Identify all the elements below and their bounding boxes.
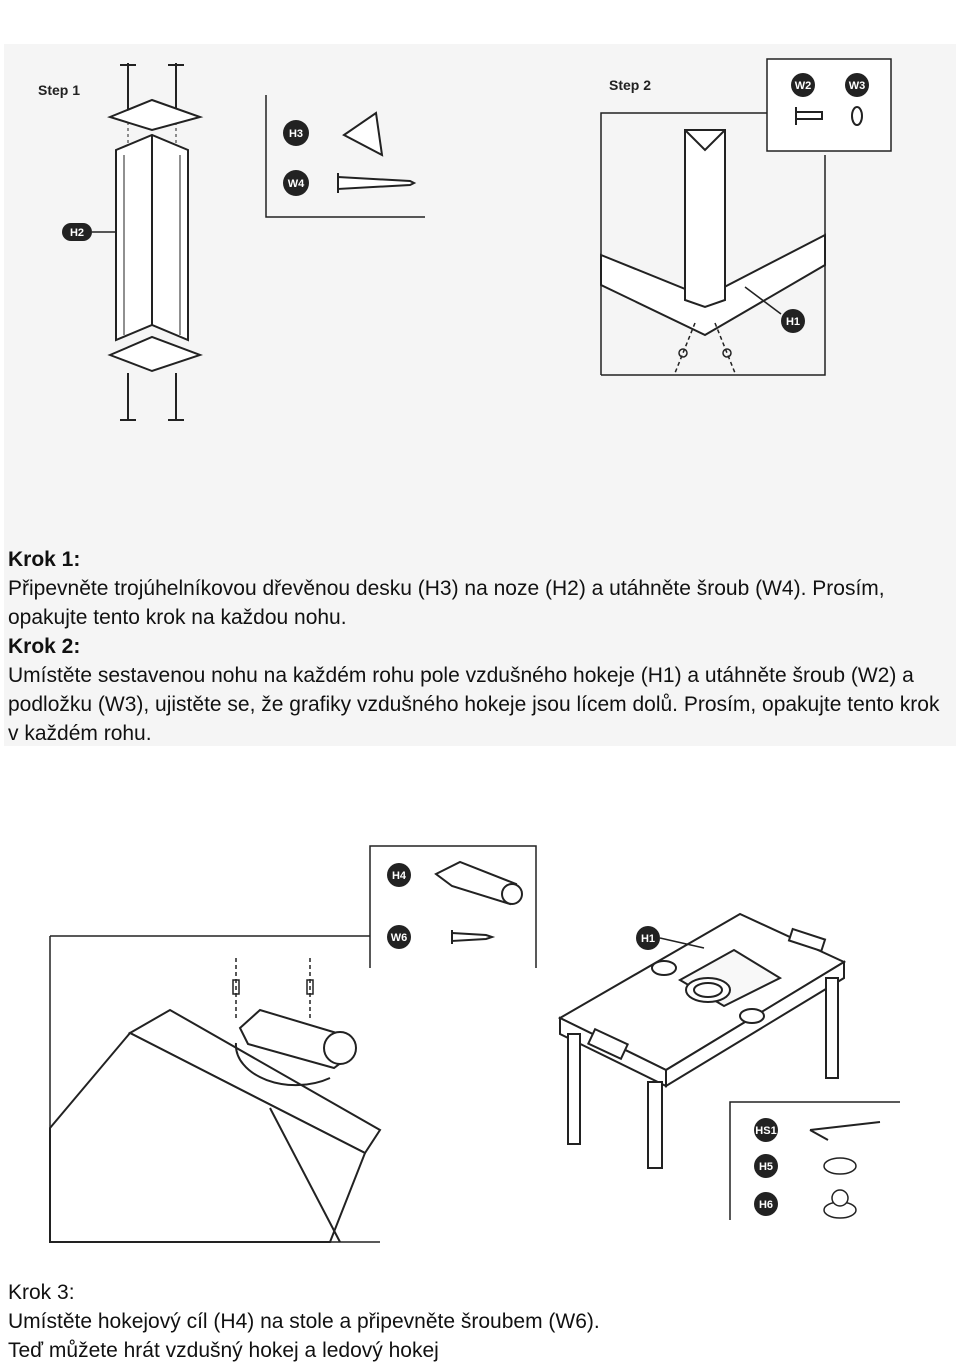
bracket-icon	[344, 113, 382, 155]
step3-table-badge	[636, 926, 704, 950]
svg-text:W4: W4	[287, 178, 305, 190]
step1-bottom-bracket	[110, 337, 200, 371]
step3-legend	[370, 846, 536, 968]
step1-leg-badge	[62, 223, 116, 241]
step3-diagram	[40, 838, 920, 1258]
svg-text:H6: H6	[758, 1199, 774, 1211]
svg-text:HS1: HS1	[755, 1125, 777, 1137]
svg-text:H2: H2	[69, 227, 85, 239]
svg-text:W2: W2	[794, 80, 812, 92]
svg-text:H4: H4	[391, 870, 407, 882]
step2-legend	[767, 59, 891, 151]
svg-text:H1: H1	[785, 316, 801, 328]
screw-icon	[338, 173, 414, 193]
svg-text:H1: H1	[640, 933, 656, 945]
svg-text:H5: H5	[758, 1161, 774, 1173]
step2-diagram	[595, 55, 905, 385]
step1-title: Step 1	[38, 82, 81, 98]
step1-text: Připevněte trojúhelníkovou dřevěnou desku (H3) na noze (H2) a utáhněte šroub (W4). Prosím, opakujte tento krok na každou nohu.	[8, 577, 885, 629]
step1-legend	[266, 95, 425, 217]
goal-icon	[436, 862, 522, 904]
step3-text-2: Teď můžete hrát vzdušný hokej a ledový hokej	[8, 1339, 439, 1362]
pusher-icon	[824, 1190, 856, 1218]
step1-heading: Krok 1:	[8, 548, 81, 571]
puck-icon	[824, 1158, 856, 1174]
svg-text:W3: W3	[848, 80, 866, 92]
svg-text:H3: H3	[288, 128, 304, 140]
step1-bottom-screws	[120, 373, 184, 420]
step3-closeup	[50, 936, 380, 1242]
step2-table-corner	[601, 113, 825, 375]
step3-full-table	[560, 914, 844, 1168]
step2-title: Step 2	[609, 77, 652, 93]
step2-heading: Krok 2:	[8, 635, 81, 658]
step1-top-bracket	[110, 100, 200, 130]
small-screw-icon	[452, 930, 492, 944]
step3-heading: Krok 3:	[8, 1281, 75, 1304]
step3-accessories	[730, 1102, 900, 1220]
instructions-step1-step2	[8, 545, 948, 748]
striker-icon	[810, 1122, 880, 1140]
instructions-step3	[8, 1278, 948, 1365]
step3-closeup-screws	[233, 958, 313, 1020]
washer-icon	[852, 107, 862, 125]
step1-leg	[116, 135, 188, 340]
step3-text-1: Umístěte hokejový cíl (H4) na stole a připevněte šroubem (W6).	[8, 1310, 600, 1333]
step1-diagram	[30, 55, 430, 435]
step2-text: Umístěte sestavenou nohu na každém rohu pole vzdušného hokeje (H1) a utáhněte šroub (W2) a podložku (W3), ujistěte se, že grafiky vzdušného hokeje jsou lícem dolů. Prosím, opakujte tento krok v každém rohu.	[8, 664, 940, 745]
svg-text:W6: W6	[390, 932, 408, 944]
